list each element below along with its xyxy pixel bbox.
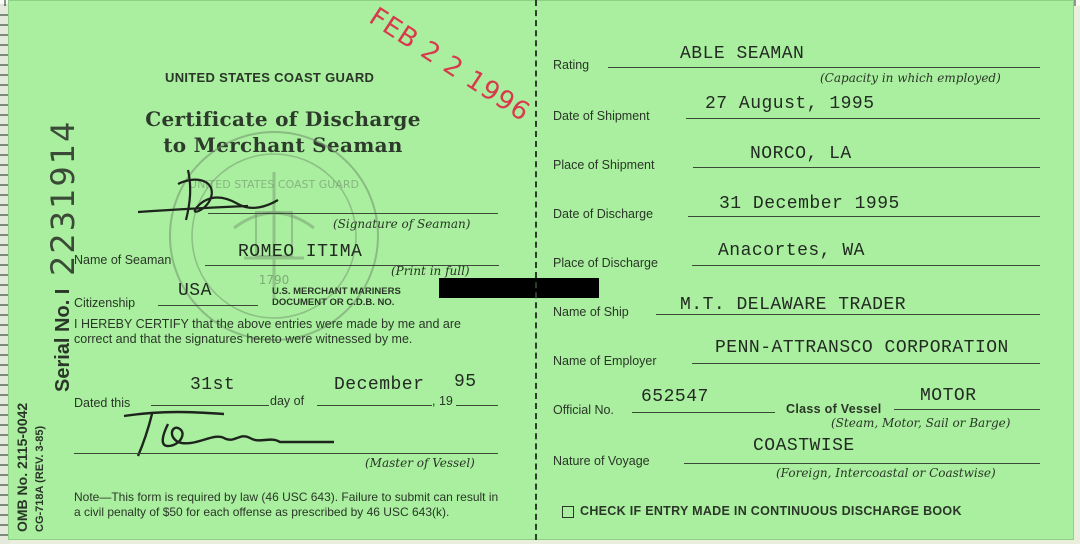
name-of-employer-value: PENN-ATTRANSCO CORPORATION [715, 338, 1009, 358]
class-of-vessel-value: MOTOR [920, 386, 977, 406]
signature-caption: (Signature of Seaman) [333, 217, 471, 231]
rating-value: ABLE SEAMAN [680, 44, 805, 64]
name-of-employer-label: Name of Employer [553, 354, 657, 368]
form-number: CG-718A (REV. 3-85) [34, 425, 46, 532]
legal-note: Note—This form is required by law (46 USC 643). Failure to submit can result in a civil penalty of $50 for each offense as prescribed by 46 USC 643(k). [74, 490, 499, 519]
seal-text: UNITED STATES COAST GUARD [189, 178, 359, 191]
rating-caption: (Capacity in which employed) [820, 71, 1001, 85]
day-of-label: day of [270, 394, 305, 408]
date-of-discharge-value: 31 December 1995 [719, 194, 900, 214]
name-of-ship-label: Name of Ship [553, 305, 629, 319]
date-of-shipment-label: Date of Shipment [553, 109, 650, 123]
citizenship-label: Citizenship [74, 296, 136, 310]
continuous-discharge-book-check[interactable] [562, 504, 962, 518]
document-label-line-2: DOCUMENT OR C.D.B. NO. [272, 297, 395, 308]
discharge-certificate [8, 0, 1074, 540]
title-line-2: to Merchant Seaman [163, 133, 403, 157]
document-label-line-1: U.S. MERCHANT MARINERS [272, 286, 401, 297]
name-of-seaman-value: ROMEO ITIMA [238, 242, 363, 262]
place-of-shipment-label: Place of Shipment [553, 158, 655, 172]
rating-label: Rating [553, 58, 590, 72]
name-of-seaman-label: Name of Seaman [74, 253, 172, 267]
official-number-label: Official No. [553, 403, 614, 417]
citizenship-value: USA [178, 281, 212, 301]
nature-of-voyage-label: Nature of Voyage [553, 454, 650, 468]
master-of-vessel-caption: (Master of Vessel) [365, 456, 475, 470]
continuous-discharge-label: CHECK IF ENTRY MADE IN CONTINUOUS DISCHARGE BOOK [580, 504, 962, 518]
official-number-value: 652547 [641, 387, 709, 407]
nineteen-label: , 19 [432, 394, 453, 408]
nature-of-voyage-caption: (Foreign, Intercoastal or Coastwise) [776, 466, 996, 480]
date-of-shipment-value: 27 August, 1995 [705, 94, 875, 114]
print-in-full-caption: (Print in full) [391, 264, 470, 278]
continuous-discharge-checkbox[interactable] [562, 506, 574, 518]
name-of-ship-value: M.T. DELAWARE TRADER [680, 295, 907, 315]
certification-statement: I HEREBY CERTIFY that the above entries were made by me and are correct and that the signatures hereto were witnessed by me. [74, 317, 461, 346]
serial-label: Serial No. I [52, 288, 74, 392]
omb-number: OMB No. 2115-0042 [14, 402, 30, 532]
place-of-discharge-label: Place of Discharge [553, 256, 658, 270]
class-of-vessel-label: Class of Vessel [786, 402, 882, 416]
place-of-shipment-value: NORCO, LA [750, 144, 852, 164]
document-number-label [272, 286, 401, 308]
received-date-stamp: FEB 2 2 1996 [363, 2, 536, 129]
dated-year-value: 95 [454, 372, 477, 392]
dated-month-value: December [334, 375, 425, 395]
class-of-vessel-caption: (Steam, Motor, Sail or Barge) [831, 416, 1011, 430]
agency-heading: UNITED STATES COAST GUARD [165, 70, 375, 85]
dated-day-value: 31st [190, 375, 236, 395]
seal-year: 1790 [258, 273, 290, 287]
redacted-document-number [439, 278, 599, 298]
serial-number: 2231914 [44, 119, 82, 276]
place-of-discharge-value: Anacortes, WA [718, 241, 865, 261]
title-line-1: Certificate of Discharge [145, 107, 421, 131]
dated-this-label: Dated this [74, 396, 131, 410]
seaman-signature [128, 160, 308, 230]
tear-line [535, 0, 537, 540]
date-of-discharge-label: Date of Discharge [553, 207, 654, 221]
nature-of-voyage-value: COASTWISE [753, 436, 855, 456]
